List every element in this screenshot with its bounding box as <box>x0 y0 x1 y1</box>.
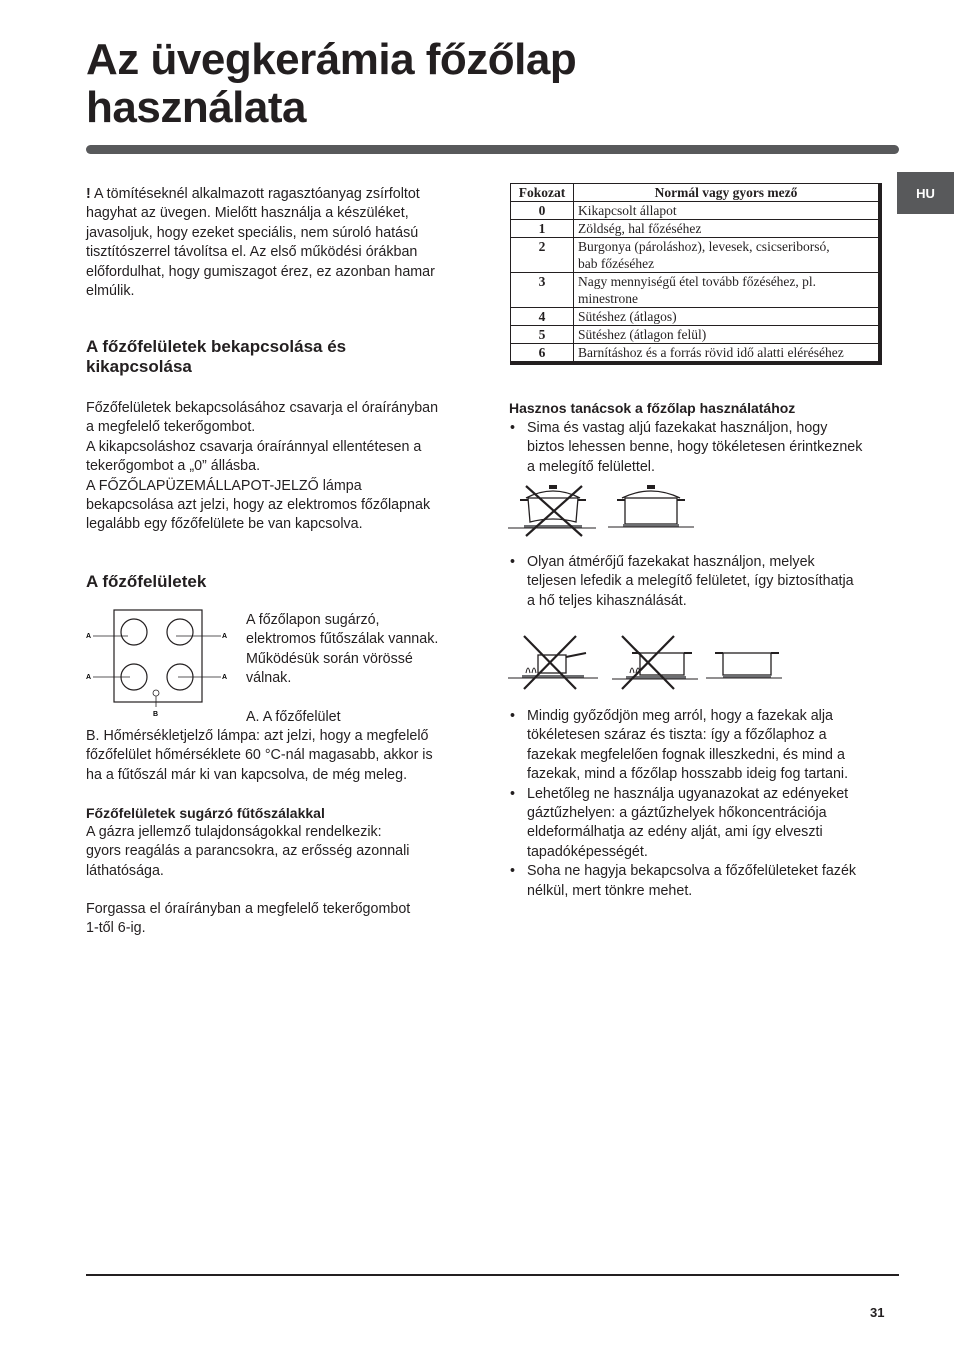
description-cell <box>574 238 879 273</box>
table-row <box>511 308 879 326</box>
cell-line: Kikapcsolt állapot <box>578 203 677 218</box>
flat-pot-correct <box>608 485 694 527</box>
warped-pot-wrong <box>508 485 596 536</box>
text-line: Főzőfelületek bekapcsolásához csavarja el óraírányban <box>86 400 439 416</box>
pot-size-illustration <box>508 633 783 693</box>
table-header-row <box>511 184 879 202</box>
text-line: elektromos fűtőszálak vannak. <box>246 631 439 648</box>
cell-line: Burgonya (pároláshoz), levesek, csicseriborsó, <box>578 239 830 254</box>
pot-bottom-illustration <box>508 480 698 540</box>
title-divider <box>86 145 899 154</box>
diagram-label-a: A <box>222 633 228 640</box>
tip-item <box>509 785 894 863</box>
intro-line: javasoljuk, hogy ezeket speciális, nem súroló hatású <box>86 224 419 241</box>
level-cell: 6 <box>511 344 574 362</box>
tip-line: a melegítő felülettel. <box>527 458 655 475</box>
header-level: Fokozat <box>511 184 574 202</box>
cell-line: Sütéshez (átlagos) <box>578 309 677 324</box>
indicator-lamp <box>153 690 159 696</box>
section-heading-switching <box>86 337 471 377</box>
power-level-table-frame <box>510 183 882 365</box>
cell-line: Barnításhoz és a forrás rövid idő alatti eléréséhez <box>578 345 844 360</box>
table-row <box>511 326 879 344</box>
cell-line: Sütéshez (átlagon felül) <box>578 327 707 342</box>
language-label: HU <box>916 185 935 201</box>
text-line: 1-től 6-ig. <box>86 920 146 937</box>
level-cell: 2 <box>511 238 574 273</box>
text-line: A gázra jellemző tulajdonságokkal rendelkezik: <box>86 824 382 840</box>
text-line: A kikapcsoláshoz csavarja óraíránnyal ellentétesen a <box>86 438 422 455</box>
tip-line: • Lehetőleg ne használja ugyanazokat az edényeket <box>527 785 849 802</box>
diagram-label-a: A <box>222 674 228 681</box>
level-cell: 4 <box>511 308 574 326</box>
warning-mark: ! <box>86 186 91 202</box>
tip-line: eldeformálhatja az edény alját, ami így elveszti <box>527 824 823 841</box>
cell-line: minestrone <box>578 291 638 306</box>
tips-list-1 <box>509 419 894 477</box>
description-cell <box>574 308 879 326</box>
tip-line: biztos lehessen benne, hogy tökéletesen érintkeznek <box>527 439 863 456</box>
header-description: Normál vagy gyors mező <box>574 184 879 202</box>
matching-pot-correct <box>706 653 782 678</box>
tip-line: • Sima és vastag aljú fazekakat használjon, hogy <box>527 420 828 436</box>
tip-line: teljesen lefedik a melegítő felületet, így biztosíthatja <box>527 573 854 590</box>
diagram-label-a: A <box>86 633 92 640</box>
cell-line: Zöldség, hal főzéséhez <box>578 221 702 236</box>
intro-text: A tömítéseknél alkalmazott ragasztóanyag zsírfoltot <box>90 186 420 202</box>
cell-line: Nagy mennyiségű étel tovább főzéséhez, pl. <box>578 274 817 289</box>
tip-line: tapadóképességét. <box>527 843 648 860</box>
tip-line: fazekak, mind a főzőlap hosszabb ideig fog tartani. <box>527 766 849 783</box>
tip-line: • Mindig győződjön meg arról, hogy a fazekak alja <box>527 708 833 724</box>
text-line: bekapcsolása azt jelzi, hogy az elektromos főzőlapnak <box>86 497 431 514</box>
radiant-text <box>86 823 471 881</box>
heading-line: kikapcsolása <box>86 357 192 376</box>
text-line: láthatósága. <box>86 862 164 879</box>
intro-line: hagyhat az üvegen. Mielőtt használja a készüléket, <box>86 205 409 222</box>
tip-item <box>509 553 894 611</box>
tip-line: tökéletesen száraz és tiszta: így a főzőlaphoz a <box>527 727 827 744</box>
level-cell: 0 <box>511 202 574 220</box>
switching-text <box>86 399 471 535</box>
intro-warning <box>86 185 471 301</box>
power-level-table <box>510 183 879 362</box>
intro-line <box>86 185 471 204</box>
intro-line: elmúlik. <box>86 283 135 300</box>
tip-line: nélkül, mert tönkre mehet. <box>527 882 693 899</box>
intro-line: tisztítószerrel távolítsa el. Az első működési órákban <box>86 244 418 261</box>
tip-line: • Olyan átmérőjű fazekakat használjon, melyek <box>527 554 815 570</box>
text-line: ha a fűtőszál már ki van kapcsolva, de még meleg. <box>86 766 408 783</box>
footer-divider <box>86 1274 899 1276</box>
hob-diagram <box>84 607 234 720</box>
tips-list-3 <box>509 707 894 901</box>
heading-line: A főzőfelületek bekapcsolása és <box>86 337 347 356</box>
text-line: válnak. <box>246 670 292 687</box>
text-line: A FŐZŐLAPÜZEMÁLLAPOT-JELZŐ lámpa <box>86 477 362 494</box>
text-line: A főzőlapon sugárzó, <box>246 612 380 628</box>
hob-zone <box>167 619 193 645</box>
text-line: a megfelelő tekerőgombot. <box>86 419 256 436</box>
intro-line: előfordulhat, hogy gumiszagot érez, ez azonban hamar <box>86 263 435 280</box>
hob-zone <box>121 619 147 645</box>
description-cell <box>574 273 879 308</box>
tips-list-2 <box>509 553 894 611</box>
description-cell <box>574 202 879 220</box>
small-pot-wrong <box>508 636 598 689</box>
tip-item <box>509 862 894 901</box>
tip-line: fazekak megfelelően fognak illeszkedni, és mind a <box>527 746 845 763</box>
table-row <box>511 238 879 273</box>
text-line: Forgassa el óraírányban a megfelelő tekerőgombot <box>86 901 411 917</box>
page-number: 31 <box>870 1305 885 1320</box>
table-row <box>511 273 879 308</box>
text-line: B. Hőmérsékletjelző lámpa: azt jelzi, hogy a megfelelő <box>86 728 429 744</box>
section-heading-surfaces: A főzőfelületek <box>86 572 207 591</box>
table-row <box>511 202 879 220</box>
table-row <box>511 344 879 362</box>
level-cell: 5 <box>511 326 574 344</box>
page-title <box>86 36 786 132</box>
radiant-instruction <box>86 900 471 939</box>
text-line: Működésük során vörössé <box>246 650 413 667</box>
text-line: legalább egy főzőfelülete be van kapcsolva. <box>86 516 363 533</box>
level-cell: 1 <box>511 220 574 238</box>
tip-line: gáztűzhelyen: a gáztűzhelyek hőkoncentrációja <box>527 805 827 822</box>
language-tab <box>897 172 954 214</box>
section-heading-radiant: Főzőfelületek sugárzó fűtőszálakkal <box>86 805 325 821</box>
tip-item <box>509 419 894 477</box>
text-line: főzőfelület hőmérséklete 60 °C-nál magasabb, akkor is <box>86 747 433 764</box>
diagram-label-a: A <box>86 674 92 681</box>
tip-line: • Soha ne hagyja bekapcsolva a főzőfelületeket fazék <box>527 863 857 880</box>
legend-b <box>86 727 476 785</box>
tip-item <box>509 707 894 785</box>
tip-line: a hő teljes kihasználását. <box>527 592 687 609</box>
surfaces-side-text <box>246 611 471 689</box>
text-line: gyors reagálás a parancsokra, az erősség azonnali <box>86 843 410 860</box>
description-cell <box>574 344 879 362</box>
legend-a: A. A főzőfelület <box>246 709 341 725</box>
level-cell: 3 <box>511 273 574 308</box>
tips-heading: Hasznos tanácsok a főzőlap használatához <box>509 400 796 416</box>
title-line: Az üvegkerámia főzőlap <box>86 35 577 84</box>
diagram-label-b: B <box>153 711 159 718</box>
description-cell <box>574 326 879 344</box>
cell-line: bab főzéséhez <box>578 256 655 271</box>
description-cell <box>574 220 879 238</box>
text-line: tekerőgombot a „0” állásba. <box>86 458 261 475</box>
title-line: használata <box>86 83 306 132</box>
narrow-pot-wrong <box>612 636 698 689</box>
table-row <box>511 220 879 238</box>
